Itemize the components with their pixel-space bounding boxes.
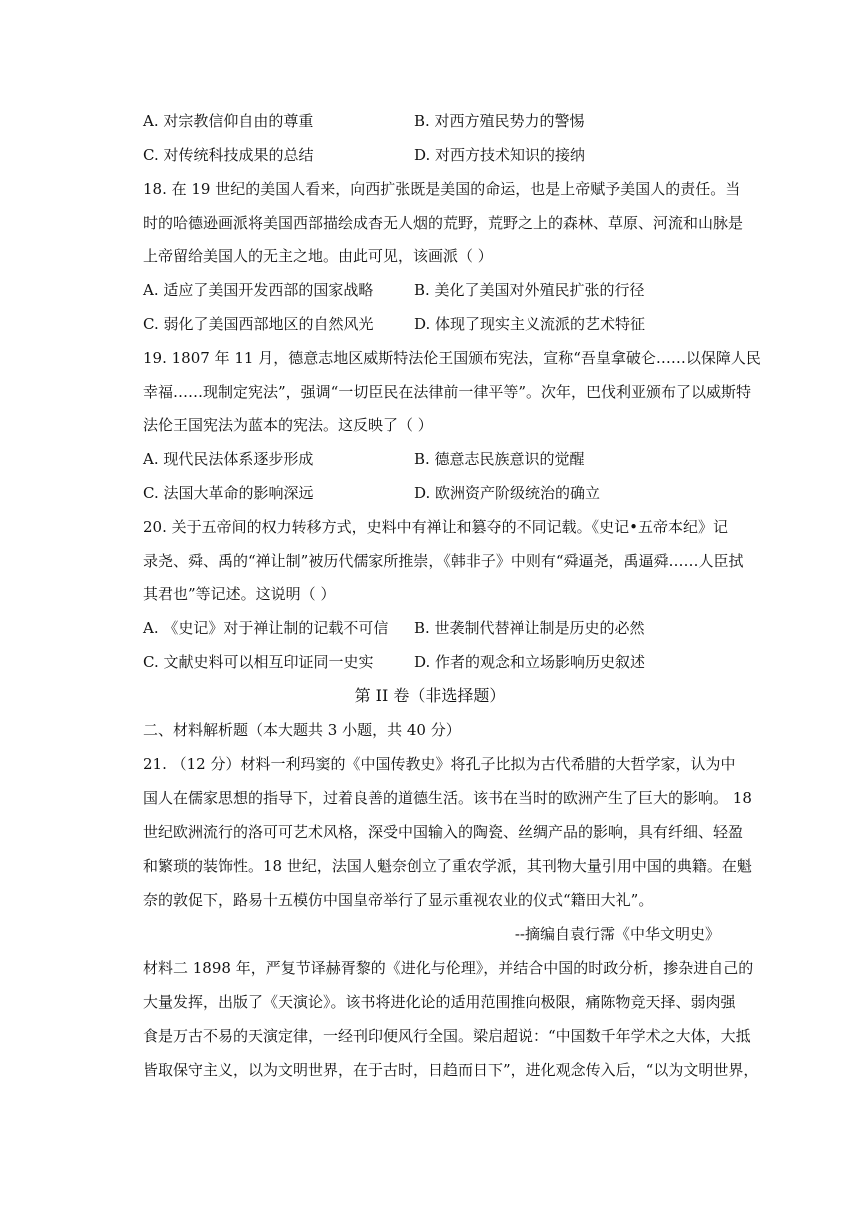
q20-option-c: C. 文献史料可以相互印证同一史实 <box>143 653 374 671</box>
q19-stem-line-2: 幸福……现制定宪法”，强调“一切臣民在法律前一律平等”。次年，巴伐利亚颁布了以威斯特 <box>143 383 752 401</box>
q20-option-b: B. 世袭制代替禅让制是历史的必然 <box>414 619 645 637</box>
part2-title: 第 II 卷（非选择题） <box>354 686 506 705</box>
q21-material1-line-3: 世纪欧洲流行的洛可可艺术风格，深受中国输入的陶瓷、丝绸产品的影响，具有纤细、轻盈 <box>143 823 744 841</box>
q21-material1-line-5: 奈的敦促下，路易十五模仿中国皇帝举行了显示重视农业的仪式“籍田大礼”。 <box>143 891 654 909</box>
q21-material1-line-4: 和繁琐的装饰性。18 世纪，法国人魁奈创立了重农学派，其刊物大量引用中国的典籍。在魁 <box>143 857 752 875</box>
q18-option-d: D. 体现了现实主义流派的艺术特征 <box>414 315 646 333</box>
q20-option-d: D. 作者的观念和立场影响历史叙述 <box>414 653 646 671</box>
q20-stem-line-3: 其君也”等记述。这说明（ ） <box>143 585 336 603</box>
q17-option-c: C. 对传统科技成果的总结 <box>143 146 314 164</box>
q18-option-c: C. 弱化了美国西部地区的自然风光 <box>143 315 374 333</box>
q17-option-b: B. 对西方殖民势力的警惕 <box>414 112 585 130</box>
q19-stem-line-1: 19. 1807 年 11 月，德意志地区威斯特法伦王国颁布宪法，宣称“吾皇拿破仑……以保障人民 <box>143 349 761 367</box>
q18-stem-line-3: 上帝留给美国人的无主之地。由此可见，该画派（ ） <box>143 247 493 265</box>
q17-option-d: D. 对西方技术知识的接纳 <box>414 146 586 164</box>
q19-option-a: A. 现代民法体系逐步形成 <box>143 450 314 468</box>
q21-material1-line-2: 国人在儒家思想的指导下，过着良善的道德生活。该书在当时的欧洲产生了巨大的影响。 18 <box>143 789 752 807</box>
q21-material2-line-1: 材料二 1898 年，严复节译赫胥黎的《进化与伦理》，并结合中国的时政分析，掺杂进自己的 <box>143 959 754 977</box>
q19-stem-line-3: 法伦王国宪法为蓝本的宪法。这反映了（ ） <box>143 416 433 434</box>
q18-option-a: A. 适应了美国开发西部的国家战略 <box>143 281 374 299</box>
part2-heading: 二、材料解析题（本大题共 3 小题，共 40 分） <box>143 721 461 739</box>
q18-stem-line-1: 18. 在 19 世纪的美国人看来，向西扩张既是美国的命运，也是上帝赋予美国人的责任。当 <box>143 180 741 198</box>
q21-material2-line-3: 食是万古不易的天演定律，一经刊印便风行全国。梁启超说：“中国数千年学术之大体，大抵 <box>143 1027 751 1045</box>
q18-stem-line-2: 时的哈德逊画派将美国西部描绘成杳无人烟的荒野，荒野之上的森林、草原、河流和山脉是 <box>143 214 744 232</box>
q19-option-c: C. 法国大革命的影响深远 <box>143 484 314 502</box>
q17-option-a: A. 对宗教信仰自由的尊重 <box>143 112 314 130</box>
q21-source: --摘编自袁行霈《中华文明史》 <box>514 925 720 943</box>
q21-material1-line-1: 21. （12 分）材料一利玛窦的《中国传教史》将孔子比拟为古代希腊的大哲学家，认为中 <box>143 755 736 773</box>
q18-option-b: B. 美化了美国对外殖民扩张的行径 <box>414 281 645 299</box>
q20-stem-line-2: 录尧、舜、禹的“禅让制”被历代儒家所推崇，《韩非子》中则有“舜逼尧，禹逼舜……人臣拭 <box>143 552 744 570</box>
q21-material2-line-2: 大量发挥，出版了《天演论》。该书将进化论的适用范围推向极限，痛陈物竞天择、弱肉强 <box>143 993 736 1011</box>
q19-option-b: B. 德意志民族意识的觉醒 <box>414 450 585 468</box>
q21-material2-line-4: 皆取保守主义，以为文明世界，在于古时，日趋而日下”，进化观念传入后，“以为文明世界， <box>143 1061 759 1079</box>
q20-option-a: A. 《史记》对于禅让制的记载不可信 <box>143 619 389 637</box>
q20-stem-line-1: 20. 关于五帝间的权力转移方式，史料中有禅让和篡夺的不同记载。《史记•五帝本纪》记 <box>143 518 728 536</box>
q19-option-d: D. 欧洲资产阶级统治的确立 <box>414 484 601 502</box>
